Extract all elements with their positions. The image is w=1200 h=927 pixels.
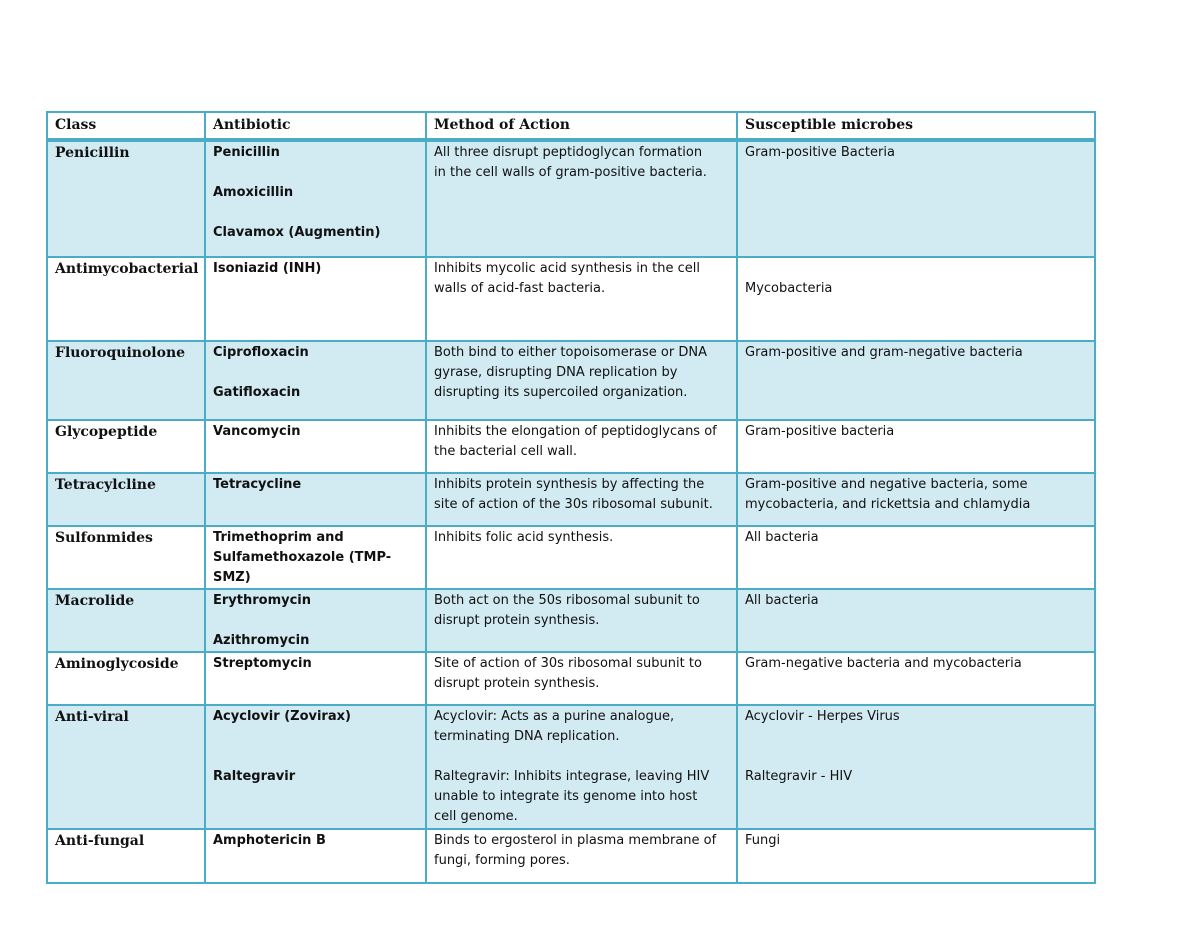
method-line: Acyclovir: Acts as a purine analogue, — [434, 709, 675, 724]
antibiotic-line: Streptomycin — [213, 656, 312, 671]
method-cell — [426, 473, 737, 526]
antibiotic-line: Tetracycline — [213, 477, 302, 492]
method-line: Inhibits folic acid synthesis. — [434, 530, 614, 545]
microbes-cell — [737, 652, 1095, 705]
microbes-line: Gram-positive Bacteria — [745, 145, 895, 160]
class-cell: Anti-viral — [47, 705, 205, 829]
antibiotic-line: Clavamox (Augmentin) — [213, 225, 381, 240]
method-line: site of action of the 30s ribosomal subunit. — [434, 497, 713, 512]
antibiotic-cell — [205, 473, 426, 526]
table-row — [47, 705, 1095, 829]
microbes-line: Gram-positive bacteria — [745, 424, 895, 439]
header-susceptible-microbes: Susceptible microbes — [737, 112, 1095, 140]
antibiotic-line: Acyclovir (Zovirax) — [213, 709, 351, 724]
antibiotic-cell — [205, 705, 426, 829]
method-line — [434, 747, 730, 767]
method-cell — [426, 705, 737, 829]
antibiotic-line: Raltegravir — [213, 769, 296, 784]
microbes-line: Fungi — [745, 833, 781, 848]
microbes-cell — [737, 341, 1095, 420]
microbes-line: Raltegravir - HIV — [745, 769, 853, 784]
antibiotic-line — [213, 203, 419, 223]
method-cell — [426, 257, 737, 341]
antibiotic-line: Sulfamethoxazole (TMP-SMZ) — [213, 550, 392, 585]
antibiotic-line — [213, 611, 419, 631]
microbes-line: mycobacteria, and rickettsia and chlamydia — [745, 497, 1031, 512]
method-line: unable to integrate its genome into host — [434, 789, 698, 804]
antibiotic-line: Ciprofloxacin — [213, 345, 309, 360]
antibiotic-cell — [205, 341, 426, 420]
method-cell — [426, 652, 737, 705]
microbes-line — [745, 747, 1088, 767]
antibiotic-cell — [205, 257, 426, 341]
antibiotic-line: Vancomycin — [213, 424, 301, 439]
antimicrobial-table — [46, 111, 1096, 884]
method-line: disrupt protein synthesis. — [434, 613, 600, 628]
antibiotic-cell — [205, 829, 426, 883]
table-row — [47, 257, 1095, 341]
microbes-cell — [737, 420, 1095, 473]
method-cell — [426, 589, 737, 652]
table-row — [47, 526, 1095, 589]
antibiotic-line: Isoniazid (INH) — [213, 261, 322, 276]
microbes-cell — [737, 705, 1095, 829]
method-line: in the cell walls of gram-positive bacteria. — [434, 165, 707, 180]
microbes-cell — [737, 257, 1095, 341]
class-cell: Aminoglycoside — [47, 652, 205, 705]
class-cell: Tetracylcline — [47, 473, 205, 526]
class-cell: Antimycobacterial — [47, 257, 205, 341]
class-cell: Penicillin — [47, 140, 205, 257]
class-cell: Anti-fungal — [47, 829, 205, 883]
table-row — [47, 473, 1095, 526]
microbes-line: All bacteria — [745, 593, 819, 608]
method-line: Both act on the 50s ribosomal subunit to — [434, 593, 700, 608]
antibiotic-cell — [205, 140, 426, 257]
antibiotic-line: Amoxicillin — [213, 185, 294, 200]
method-line: Site of action of 30s ribosomal subunit to — [434, 656, 702, 671]
microbes-line: Gram-negative bacteria and mycobacteria — [745, 656, 1022, 671]
table-row — [47, 652, 1095, 705]
table-row — [47, 589, 1095, 652]
method-cell — [426, 341, 737, 420]
table-row — [47, 420, 1095, 473]
method-line: disrupt protein synthesis. — [434, 676, 600, 691]
method-line: Binds to ergosterol in plasma membrane of — [434, 833, 717, 848]
method-cell — [426, 420, 737, 473]
antibiotic-line: Azithromycin — [213, 633, 310, 648]
header-antibiotic: Antibiotic — [205, 112, 426, 140]
method-line: All three disrupt peptidoglycan formation — [434, 145, 703, 160]
table-row — [47, 140, 1095, 257]
microbes-line: Gram-positive and negative bacteria, some — [745, 477, 1028, 492]
antibiotic-cell — [205, 589, 426, 652]
method-line: fungi, forming pores. — [434, 853, 570, 868]
method-line: Inhibits mycolic acid synthesis in the cell — [434, 261, 701, 276]
antibiotic-cell — [205, 526, 426, 589]
class-cell: Fluoroquinolone — [47, 341, 205, 420]
microbes-cell — [737, 140, 1095, 257]
microbes-cell — [737, 829, 1095, 883]
method-line: Inhibits the elongation of peptidoglycans of — [434, 424, 717, 439]
microbes-line — [745, 259, 1088, 279]
header-method-of-action: Method of Action — [426, 112, 737, 140]
method-line: terminating DNA replication. — [434, 729, 620, 744]
method-line: gyrase, disrupting DNA replication by — [434, 365, 678, 380]
antibiotic-line: Trimethoprim and — [213, 530, 344, 545]
antibiotic-line — [213, 363, 419, 383]
method-line: walls of acid-fast bacteria. — [434, 281, 606, 296]
method-line: Inhibits protein synthesis by affecting the — [434, 477, 705, 492]
microbes-line: Mycobacteria — [745, 281, 833, 296]
microbes-cell — [737, 473, 1095, 526]
antibiotic-line: Erythromycin — [213, 593, 312, 608]
microbes-cell — [737, 589, 1095, 652]
microbes-line: Gram-positive and gram-negative bacteria — [745, 345, 1023, 360]
microbes-line — [745, 727, 1088, 747]
antibiotic-line: Amphotericin B — [213, 833, 326, 848]
antibiotic-cell — [205, 420, 426, 473]
antibiotic-line — [213, 163, 419, 183]
antibiotic-line — [213, 747, 419, 767]
method-line: Both bind to either topoisomerase or DNA — [434, 345, 707, 360]
microbes-line: All bacteria — [745, 530, 819, 545]
method-line: cell genome. — [434, 809, 518, 824]
microbes-cell — [737, 526, 1095, 589]
microbes-line: Acyclovir - Herpes Virus — [745, 709, 900, 724]
header-row — [47, 112, 1095, 140]
method-line: disrupting its supercoiled organization. — [434, 385, 688, 400]
method-cell — [426, 140, 737, 257]
class-cell: Sulfonmides — [47, 526, 205, 589]
header-class: Class — [47, 112, 205, 140]
table-row — [47, 341, 1095, 420]
method-line: the bacterial cell wall. — [434, 444, 578, 459]
antibiotic-cell — [205, 652, 426, 705]
antibiotic-line: Penicillin — [213, 145, 280, 160]
table-row — [47, 829, 1095, 883]
method-cell — [426, 829, 737, 883]
class-cell: Macrolide — [47, 589, 205, 652]
class-cell: Glycopeptide — [47, 420, 205, 473]
method-cell — [426, 526, 737, 589]
antibiotic-line — [213, 727, 419, 747]
method-line: Raltegravir: Inhibits integrase, leaving HIV — [434, 769, 710, 784]
antibiotic-line: Gatifloxacin — [213, 385, 301, 400]
